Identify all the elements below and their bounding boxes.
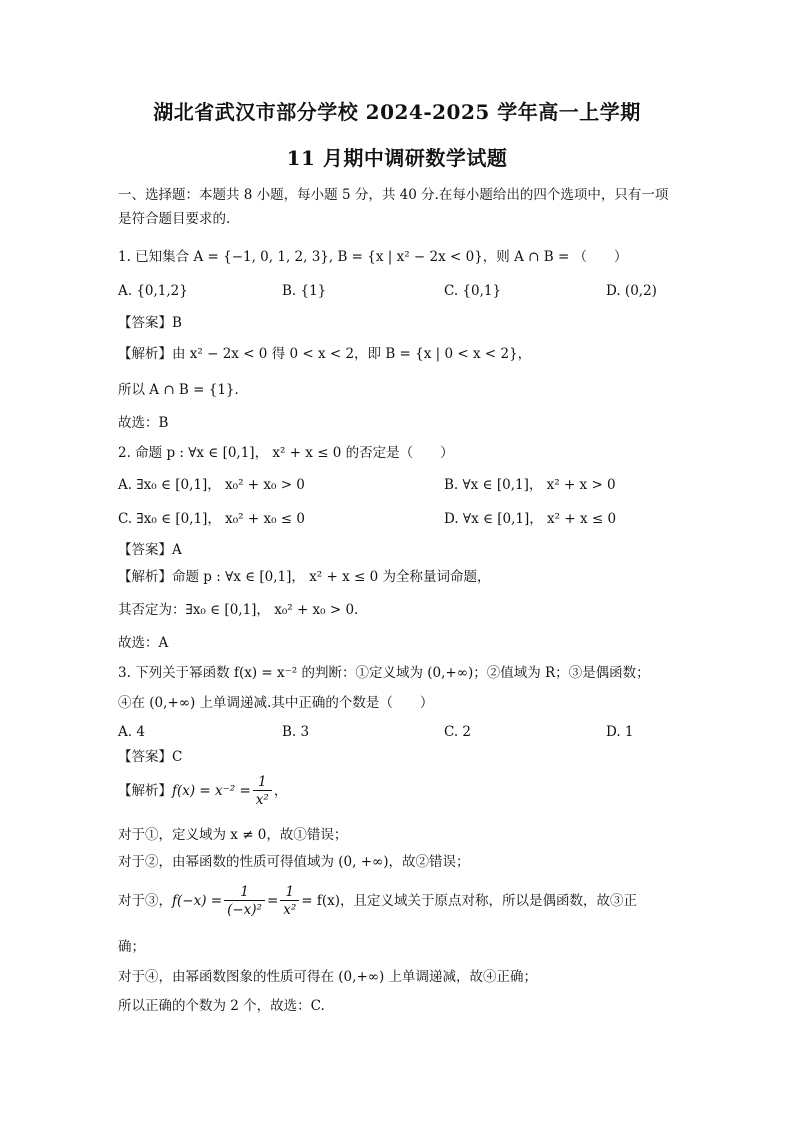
q1-analysis-1: 【解析】由 x² − 2x < 0 得 0 < x < 2，即 B = {x | 0 < x < 2}，	[118, 346, 532, 362]
q3-item-4: 对于④，由幂函数图象的性质可得在 (0,+∞) 上单调递减，故④正确；	[118, 969, 538, 985]
q3-option-d: D. 1	[606, 724, 634, 740]
q3-stem-1: 3. 下列关于幂函数 f(x) = x⁻² 的判断：①定义域为 (0,+∞)；②值域为 R；③是偶函数；	[118, 665, 650, 681]
q3-item-3-fraction-2	[280, 884, 299, 919]
q3-analysis-expression: f(x) = x⁻² =	[172, 783, 251, 799]
q1-option-a: A. {0,1,2}	[118, 283, 188, 299]
q3-item-3-continued: 确；	[118, 939, 145, 955]
q3-item-3-prefix: 对于③，	[118, 893, 172, 909]
q2-option-c: C. ∃x₀ ∈ [0,1]， x₀² + x₀ ≤ 0	[118, 511, 305, 527]
section-instructions-line-1: 一、选择题：本题共 8 小题，每小题 5 分，共 40 分.在每小题给出的四个选项中，只有一项	[118, 187, 669, 203]
q3-analysis-suffix: ，	[273, 783, 288, 799]
q2-answer: 【答案】A	[118, 542, 182, 558]
q3-item-3-fraction-1-denominator: (−x)²	[227, 902, 262, 918]
q3-analysis	[118, 774, 287, 809]
q2-option-a: A. ∃x₀ ∈ [0,1]， x₀² + x₀ > 0	[118, 477, 305, 493]
q2-option-b: B. ∀x ∈ [0,1]， x² + x > 0	[444, 477, 616, 493]
q1-choice: 故选：B	[118, 415, 169, 431]
q3-option-a: A. 4	[118, 724, 145, 740]
q3-item-3	[118, 884, 637, 919]
q1-answer: 【答案】B	[118, 315, 182, 331]
q1-option-d: D. (0,2)	[606, 283, 657, 299]
q2-option-d: D. ∀x ∈ [0,1]， x² + x ≤ 0	[444, 511, 617, 527]
q3-item-3-expression: f(−x) =	[172, 893, 223, 909]
q3-conclusion: 所以正确的个数为 2 个，故选：C.	[118, 998, 325, 1014]
q1-stem: 1. 已知集合 A = {−1, 0, 1, 2, 3}, B = {x | x² − 2x < 0}，则 A ∩ B = （ ）	[118, 249, 628, 265]
q3-item-2: 对于②，由幂函数的性质可得值域为 (0, +∞)，故②错误；	[118, 854, 470, 870]
q3-item-3-fraction-1-numerator: 1	[224, 884, 265, 901]
q3-item-3-fraction-2-denominator: x²	[283, 902, 297, 918]
section-instructions-line-2: 是符合题目要求的.	[118, 211, 231, 227]
q1-option-c: C. {0,1}	[444, 283, 502, 299]
q3-item-3-equals: =	[266, 893, 279, 909]
q3-analysis-fraction	[253, 774, 272, 809]
q2-choice: 故选：A	[118, 635, 169, 651]
q2-analysis-2: 其否定为：∃x₀ ∈ [0,1]， x₀² + x₀ > 0.	[118, 602, 359, 618]
q3-analysis-label: 【解析】	[118, 783, 172, 799]
q3-option-c: C. 2	[444, 724, 472, 740]
q3-fraction-numerator: 1	[253, 774, 272, 791]
q3-item-3-fraction-1	[224, 884, 265, 919]
q3-item-3-fraction-2-numerator: 1	[280, 884, 299, 901]
q1-option-b: B. {1}	[282, 283, 327, 299]
q3-option-b: B. 3	[282, 724, 310, 740]
q1-analysis-2: 所以 A ∩ B = {1}.	[118, 382, 239, 398]
q3-answer: 【答案】C	[118, 749, 183, 765]
q2-stem: 2. 命题 p : ∀x ∈ [0,1]， x² + x ≤ 0 的否定是（ ）	[118, 445, 454, 461]
q3-item-1: 对于①，定义域为 x ≠ 0，故①错误；	[118, 827, 348, 843]
q3-item-3-tail: = f(x)，且定义域关于原点对称，所以是偶函数，故③正	[301, 893, 638, 909]
document-title-line-1: 湖北省武汉市部分学校 2024-2025 学年高一上学期	[153, 100, 641, 124]
q2-analysis-1: 【解析】命题 p : ∀x ∈ [0,1]， x² + x ≤ 0 为全称量词命题，	[118, 569, 491, 585]
q3-fraction-denominator: x²	[255, 792, 269, 808]
q3-stem-2: ④在 (0,+∞) 上单调递减.其中正确的个数是（ ）	[118, 695, 434, 711]
document-title-line-2: 11 月期中调研数学试题	[286, 146, 508, 170]
